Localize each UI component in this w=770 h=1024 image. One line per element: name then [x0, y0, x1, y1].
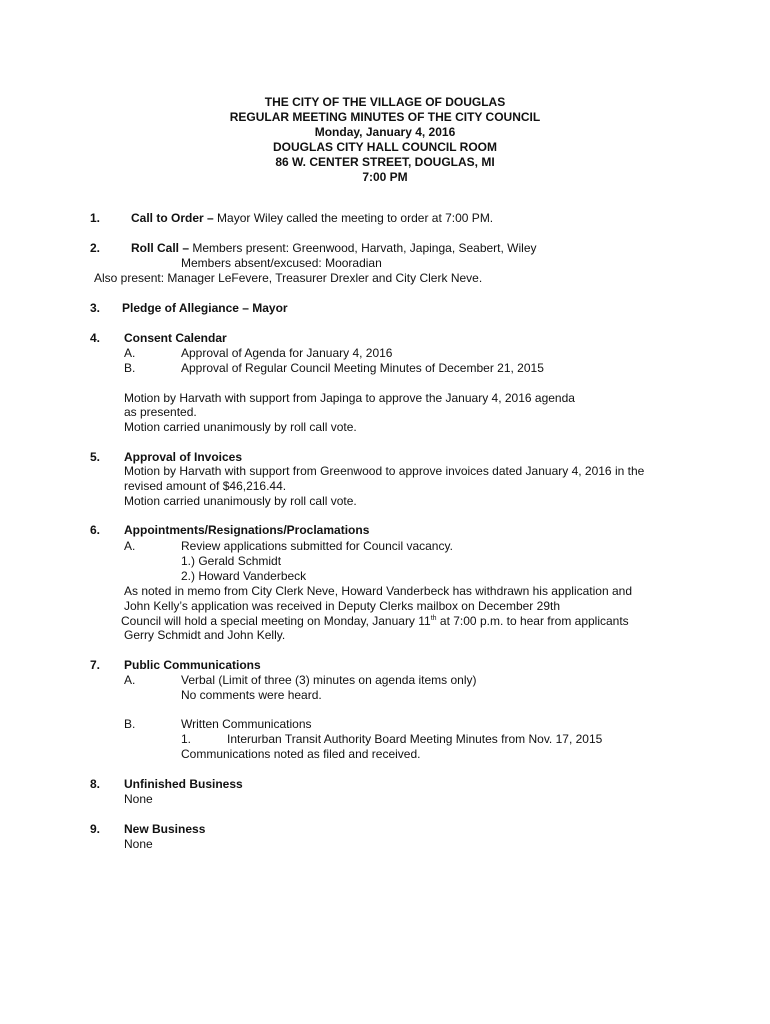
item-6-note-line-1: As noted in memo from City Clerk Neve, Howard Vanderbeck has withdrawn his application and: [124, 584, 633, 598]
item-6-a-text: Review applications submitted for Council vacancy.: [181, 539, 453, 553]
item-8-text: None: [124, 792, 153, 806]
item-8-title: Unfinished Business: [124, 777, 243, 791]
item-5-number: 5.: [90, 450, 101, 464]
item-6-note-line-2: John Kelly’s application was received in Deputy Clerks mailbox on December 29th: [124, 599, 560, 613]
item-6-title: Appointments/Resignations/Proclamations: [124, 523, 370, 537]
item-6-note-line-4: Gerry Schmidt and John Kelly.: [124, 628, 286, 642]
item-7-a-text-2: No comments were heard.: [181, 688, 322, 702]
item-7-a-letter: A.: [124, 673, 136, 687]
item-5-motion-line-1: Motion by Harvath with support from Greenwood to approve invoices dated January 4, 2016 in the: [124, 464, 645, 478]
item-7-title: Public Communications: [124, 658, 261, 672]
item-8-number: 8.: [90, 777, 101, 791]
item-6-note-line-3-sup: th: [430, 615, 437, 622]
item-4-b-letter: B.: [124, 361, 136, 375]
item-7-b-text-2: Communications noted as filed and received.: [181, 747, 421, 761]
item-7-b-text: Written Communications: [181, 717, 312, 731]
item-1-number: 1.: [90, 211, 101, 225]
item-1-title: Call to Order –: [131, 211, 214, 225]
item-7-b-letter: B.: [124, 717, 136, 731]
header-line-2: REGULAR MEETING MINUTES OF THE CITY COUNCIL: [229, 110, 541, 124]
item-4-number: 4.: [90, 331, 101, 345]
item-1-text: Mayor Wiley called the meeting to order at 7:00 PM.: [213, 211, 494, 225]
item-3-title: Pledge of Allegiance – Mayor: [122, 301, 288, 315]
item-7-b-sub-text: Interurban Transit Authority Board Meeting Minutes from Nov. 17, 2015: [227, 732, 603, 746]
header-line-3: Monday, January 4, 2016: [314, 125, 456, 139]
item-6-note-line-3-post: at 7:00 p.m. to hear from applicants: [436, 614, 629, 628]
item-2-absent: Members absent/excused: Mooradian: [181, 256, 382, 270]
item-6-applicant-2: 2.) Howard Vanderbeck: [181, 569, 307, 583]
header-line-5: 86 W. CENTER STREET, DOUGLAS, MI: [275, 155, 495, 169]
item-4-title: Consent Calendar: [124, 331, 227, 345]
item-9-title: New Business: [124, 822, 206, 836]
item-2-number: 2.: [90, 241, 101, 255]
item-5-motion-line-2: revised amount of $46,216.44.: [124, 479, 287, 493]
item-2-text: Members present: Greenwood, Harvath, Japinga, Seabert, Wiley: [189, 241, 537, 255]
header-line-6: 7:00 PM: [362, 170, 408, 184]
item-6-number: 6.: [90, 523, 101, 537]
item-4-a-letter: A.: [124, 346, 136, 360]
item-6-note-line-3: [121, 614, 629, 628]
item-5-carried: Motion carried unanimously by roll call vote.: [124, 494, 357, 508]
item-2-line: [131, 241, 537, 255]
item-7-a-text: Verbal (Limit of three (3) minutes on agenda items only): [181, 673, 477, 687]
item-2-title: Roll Call –: [131, 241, 190, 255]
item-1-line: [131, 211, 493, 225]
item-4-motion-line-2: as presented.: [124, 405, 197, 419]
item-2-also-present: Also present: Manager LeFevere, Treasurer Drexler and City Clerk Neve.: [94, 271, 483, 285]
item-4-a-text: Approval of Agenda for January 4, 2016: [181, 346, 393, 360]
item-3-number: 3.: [90, 301, 101, 315]
item-5-title: Approval of Invoices: [124, 450, 243, 464]
item-7-number: 7.: [90, 658, 101, 672]
item-6-applicant-1: 1.) Gerald Schmidt: [181, 554, 282, 568]
item-7-b-sub-number: 1.: [181, 732, 192, 746]
item-4-carried: Motion carried unanimously by roll call vote.: [124, 420, 357, 434]
item-6-note-line-3-pre: Council will hold a special meeting on Monday, January 11: [121, 614, 431, 628]
item-4-b-text: Approval of Regular Council Meeting Minutes of December 21, 2015: [181, 361, 544, 375]
header-line-4: DOUGLAS CITY HALL COUNCIL ROOM: [272, 140, 497, 154]
item-6-a-letter: A.: [124, 539, 136, 553]
header-line-1: THE CITY OF THE VILLAGE OF DOUGLAS: [264, 95, 506, 109]
item-4-motion-line-1: Motion by Harvath with support from Japinga to approve the January 4, 2016 agenda: [124, 391, 575, 405]
item-9-text: None: [124, 837, 153, 851]
item-9-number: 9.: [90, 822, 101, 836]
